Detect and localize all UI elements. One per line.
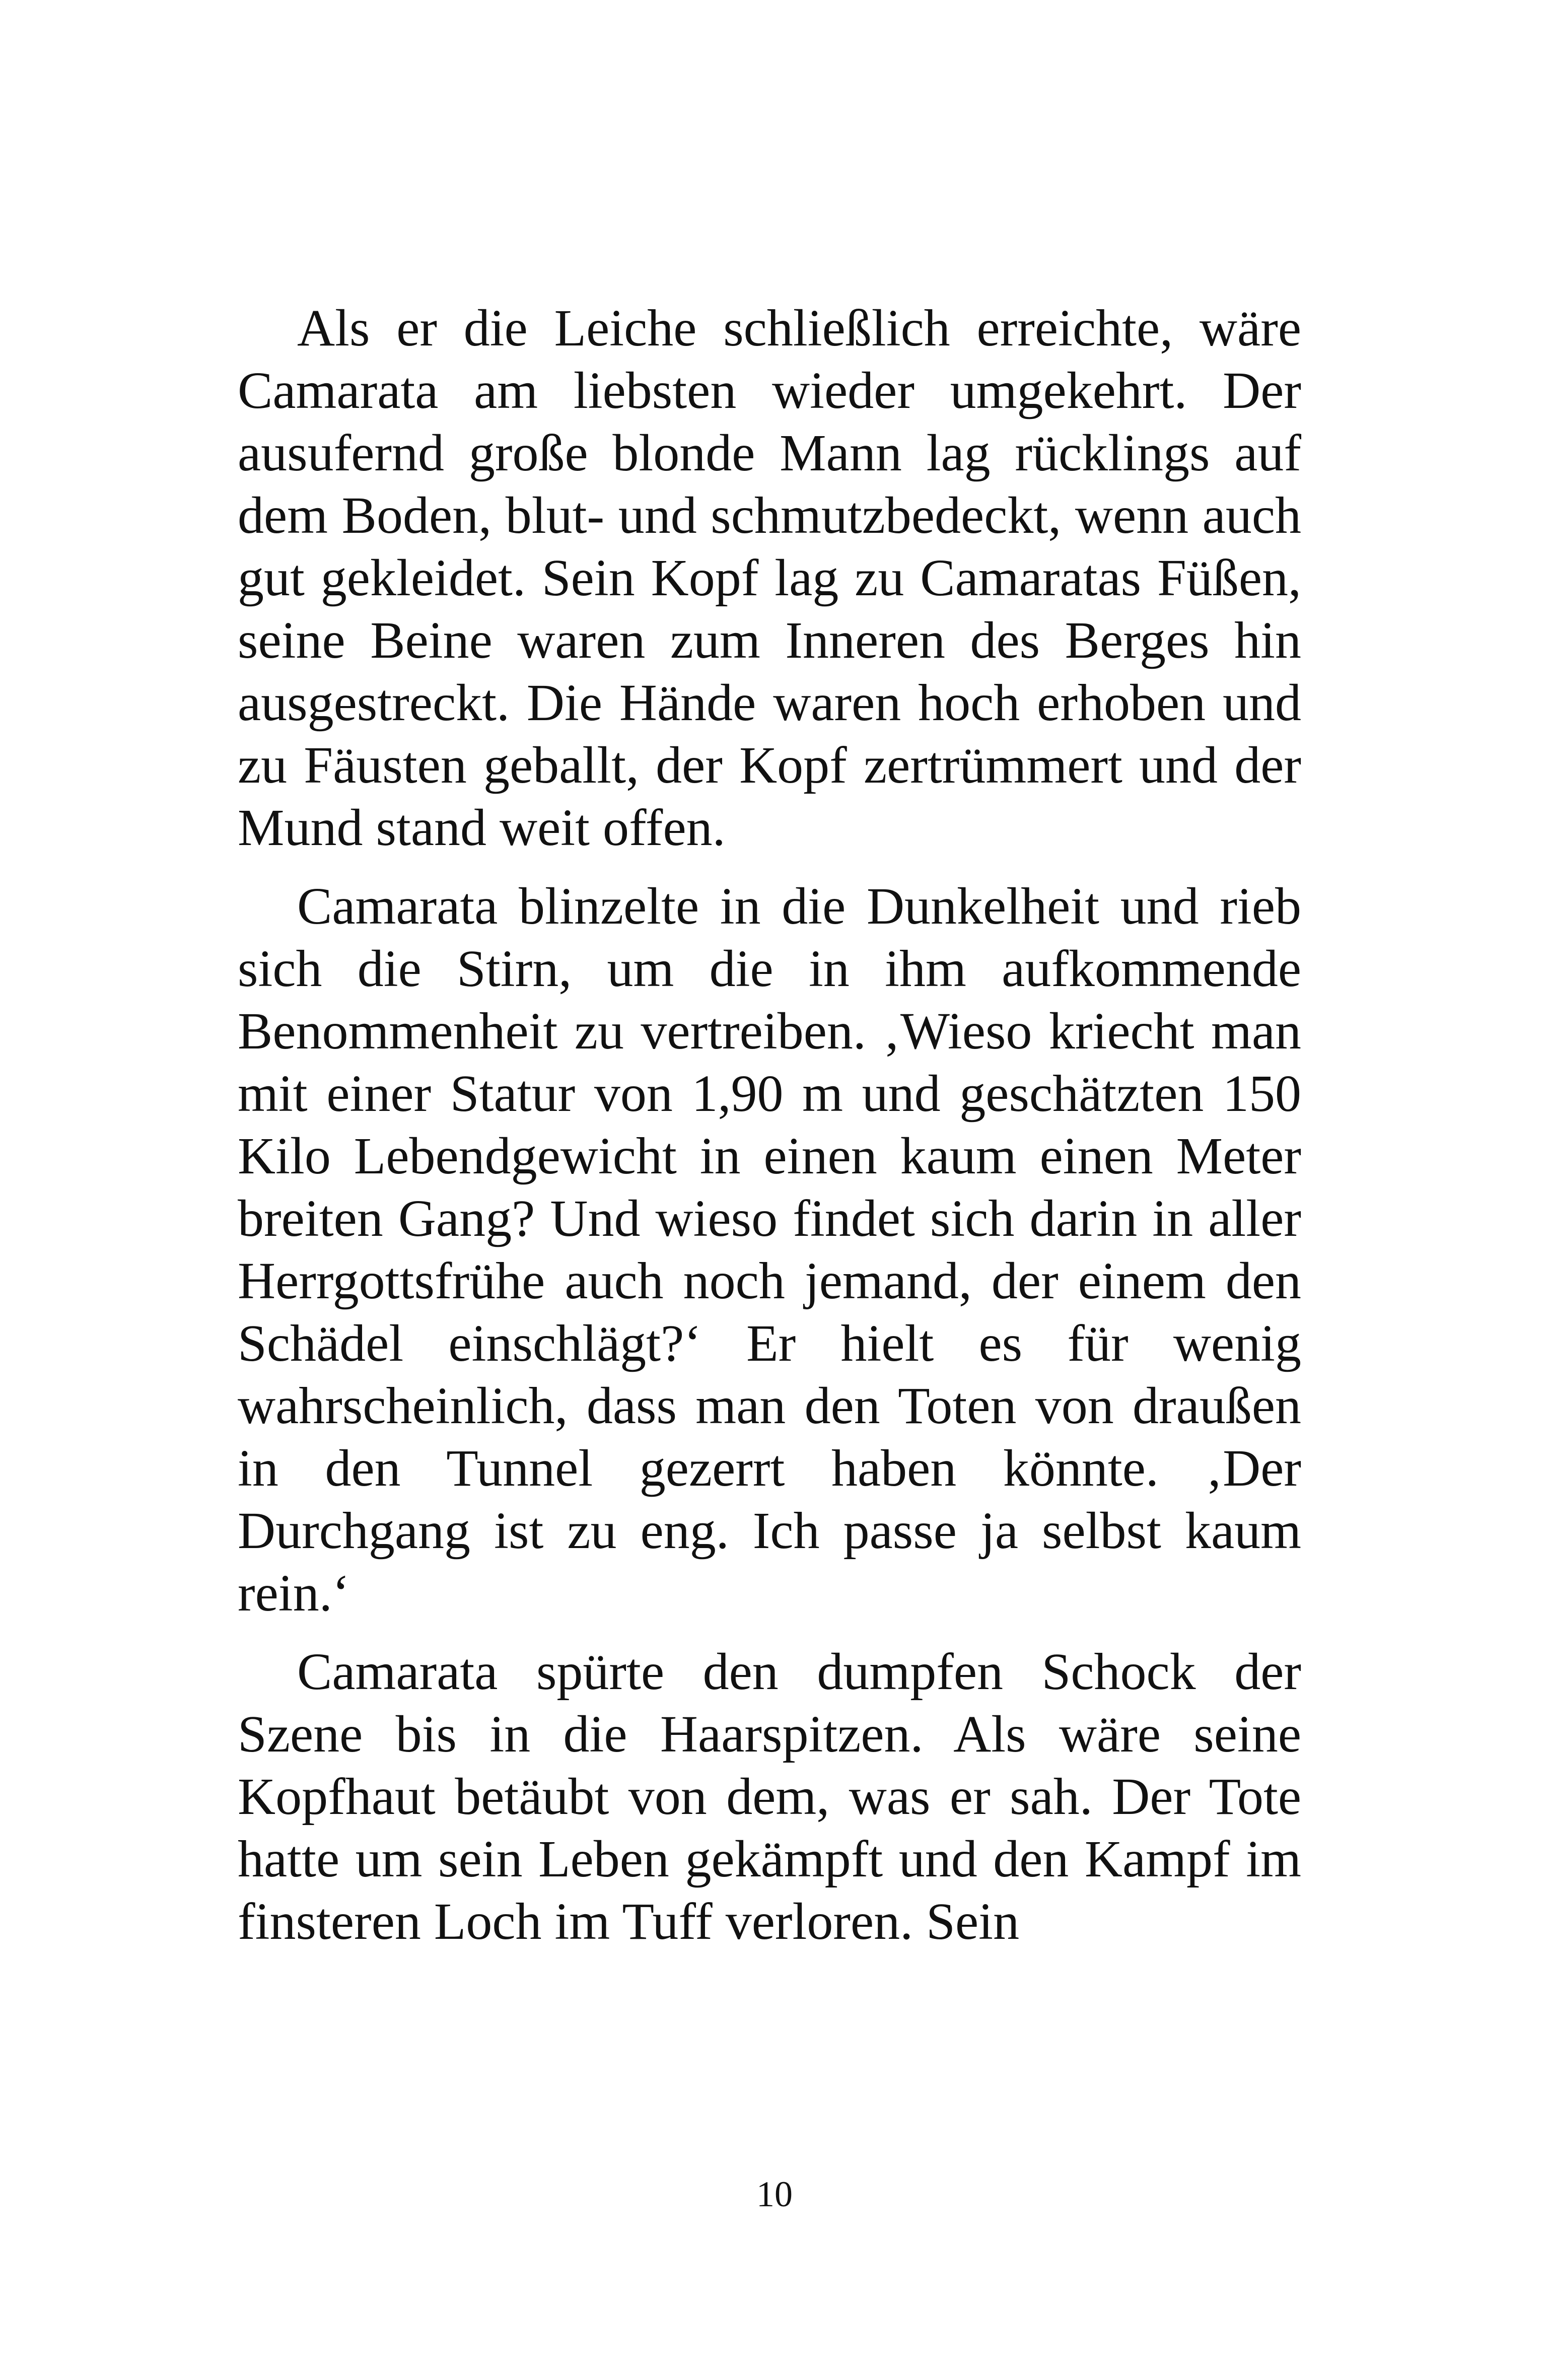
paragraph-1: Als er die Leiche schließlich erreichte, wäre Camarata am liebsten wieder umgekehrt. Der ausufernd große blonde Mann lag rücklings auf dem Boden, blut- und schmutzbedeckt, wenn auch gut gekleidet. Sein Kopf lag zu Camaratas Füßen, seine Beine waren zum Inneren des Berges hin ausgestreckt. Die Hände waren hoch erhoben und zu Fäusten geballt, der Kopf zertrümmert und der Mund stand weit offen. bbox=[238, 299, 1301, 857]
body-text bbox=[238, 297, 1301, 1969]
paragraph-2: Camarata blinzelte in die Dunkelheit und rieb sich die Stirn, um die in ihm aufkommende Benommenheit zu vertreiben. ‚Wieso kriecht man mit einer Statur von 1,90 m und geschätzten 150 Kilo Lebendgewicht in einen kaum einen Meter breiten Gang? Und wieso findet sich darin in aller Herrgottsfrühe auch noch jemand, der einem den Schädel einschlägt?‘ Er hielt es für wenig wahrscheinlich, dass man den Toten von draußen in den Tunnel gezerrt haben könnte. ‚Der Durchgang ist zu eng. Ich passe ja selbst kaum rein.‘ bbox=[238, 877, 1301, 1622]
paragraph-3: Camarata spürte den dumpfen Schock der Szene bis in die Haarspitzen. Als wäre seine Kopfhaut betäubt von dem, was er sah. Der Tote hatte um sein Leben gekämpft und den Kampf im finsteren Loch im Tuff verloren. Sein bbox=[238, 1643, 1301, 1950]
page-number: 10 bbox=[756, 2174, 793, 2214]
